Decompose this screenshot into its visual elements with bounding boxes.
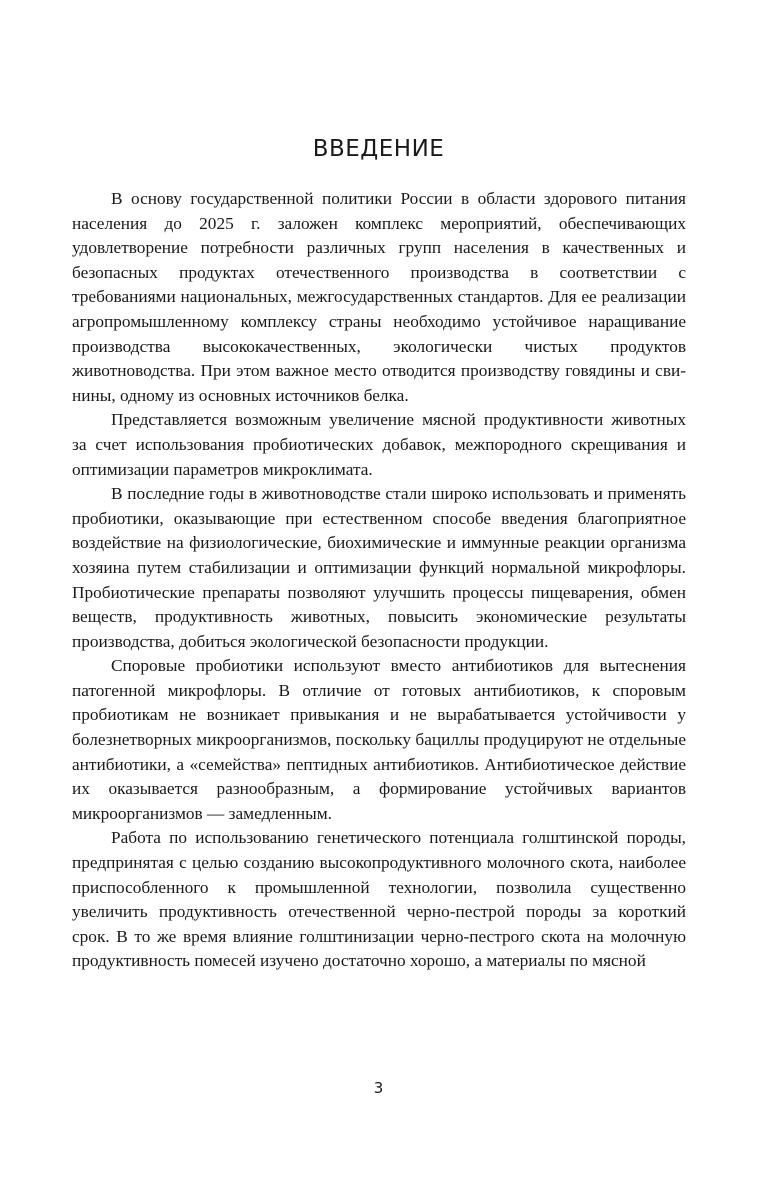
paragraph-4: Споровые пробиотики используют вместо антибиотиков для вытеснения патогенной микрофлоры. В отличие от готовых антибиотиков, к споровым пробиотикам не возникает привыкания и не вырабатывается устойчивости у болезнетворных микроорганизмов, поскольку бациллы продуцируют не отдельные антибиотики, а «семейства» пептидных антибиотиков. Антибиотическое действие их оказывается разнообразным, а формирование устойчивых вариантов микроорганизмов — замедленным.	[72, 656, 686, 823]
paragraph-1: В основу государственной политики России в области здорового питания населения до 2025 г. заложен комплекс мероприятий, обеспечивающих удовлетворение потребности различных групп населения в качественных и безопасных продуктах отечественного производства в соответствии с требованиями национальных, межгосударственных стандартов. Для ее реализации агропромышленному комплексу страны необходимо устойчивое наращивание производства высококачественных, экологически чистых продуктов животноводства. При этом важное место отводится производству говядины и свинины, одному из основных источников белка.	[72, 189, 686, 405]
paragraph-5: Работа по использованию генетического потенциала голштинской породы, предпринятая с целью созданию высокопродуктивного молочного скота, наиболее приспособленного к промышленной технологии, позволила существенно увеличить продуктивность отечественной черно-пестрой породы за короткий срок. В то же время влияние голштинизации черно-пестрого скота на молочную продуктивность помесей изучено достаточно хорошо, а материалы по мясной	[72, 828, 686, 971]
page-number: 3	[373, 1079, 384, 1097]
body-text	[72, 187, 686, 974]
chapter-heading: ВВЕДЕНИЕ	[312, 136, 445, 162]
paragraph-2: Представляется возможным увеличение мясной продуктивности животных за счет использования пробиотических добавок, межпородного скрещивания и оптимизации параметров микроклимата.	[72, 410, 686, 479]
paragraph-3: В последние годы в животноводстве стали широко использовать и применять пробиотики, оказывающие при естественном способе введения благоприятное воздействие на физиологические, биохимические и иммунные реакции организма хозяина путем стабилизации и оптимизации функций нормальной микрофлоры. Пробиотические препараты позволяют улучшить процессы пищеварения, обмен веществ, продуктивность животных, повысить экономические результаты производства, добиться экологической безопасности продукции.	[72, 484, 686, 651]
